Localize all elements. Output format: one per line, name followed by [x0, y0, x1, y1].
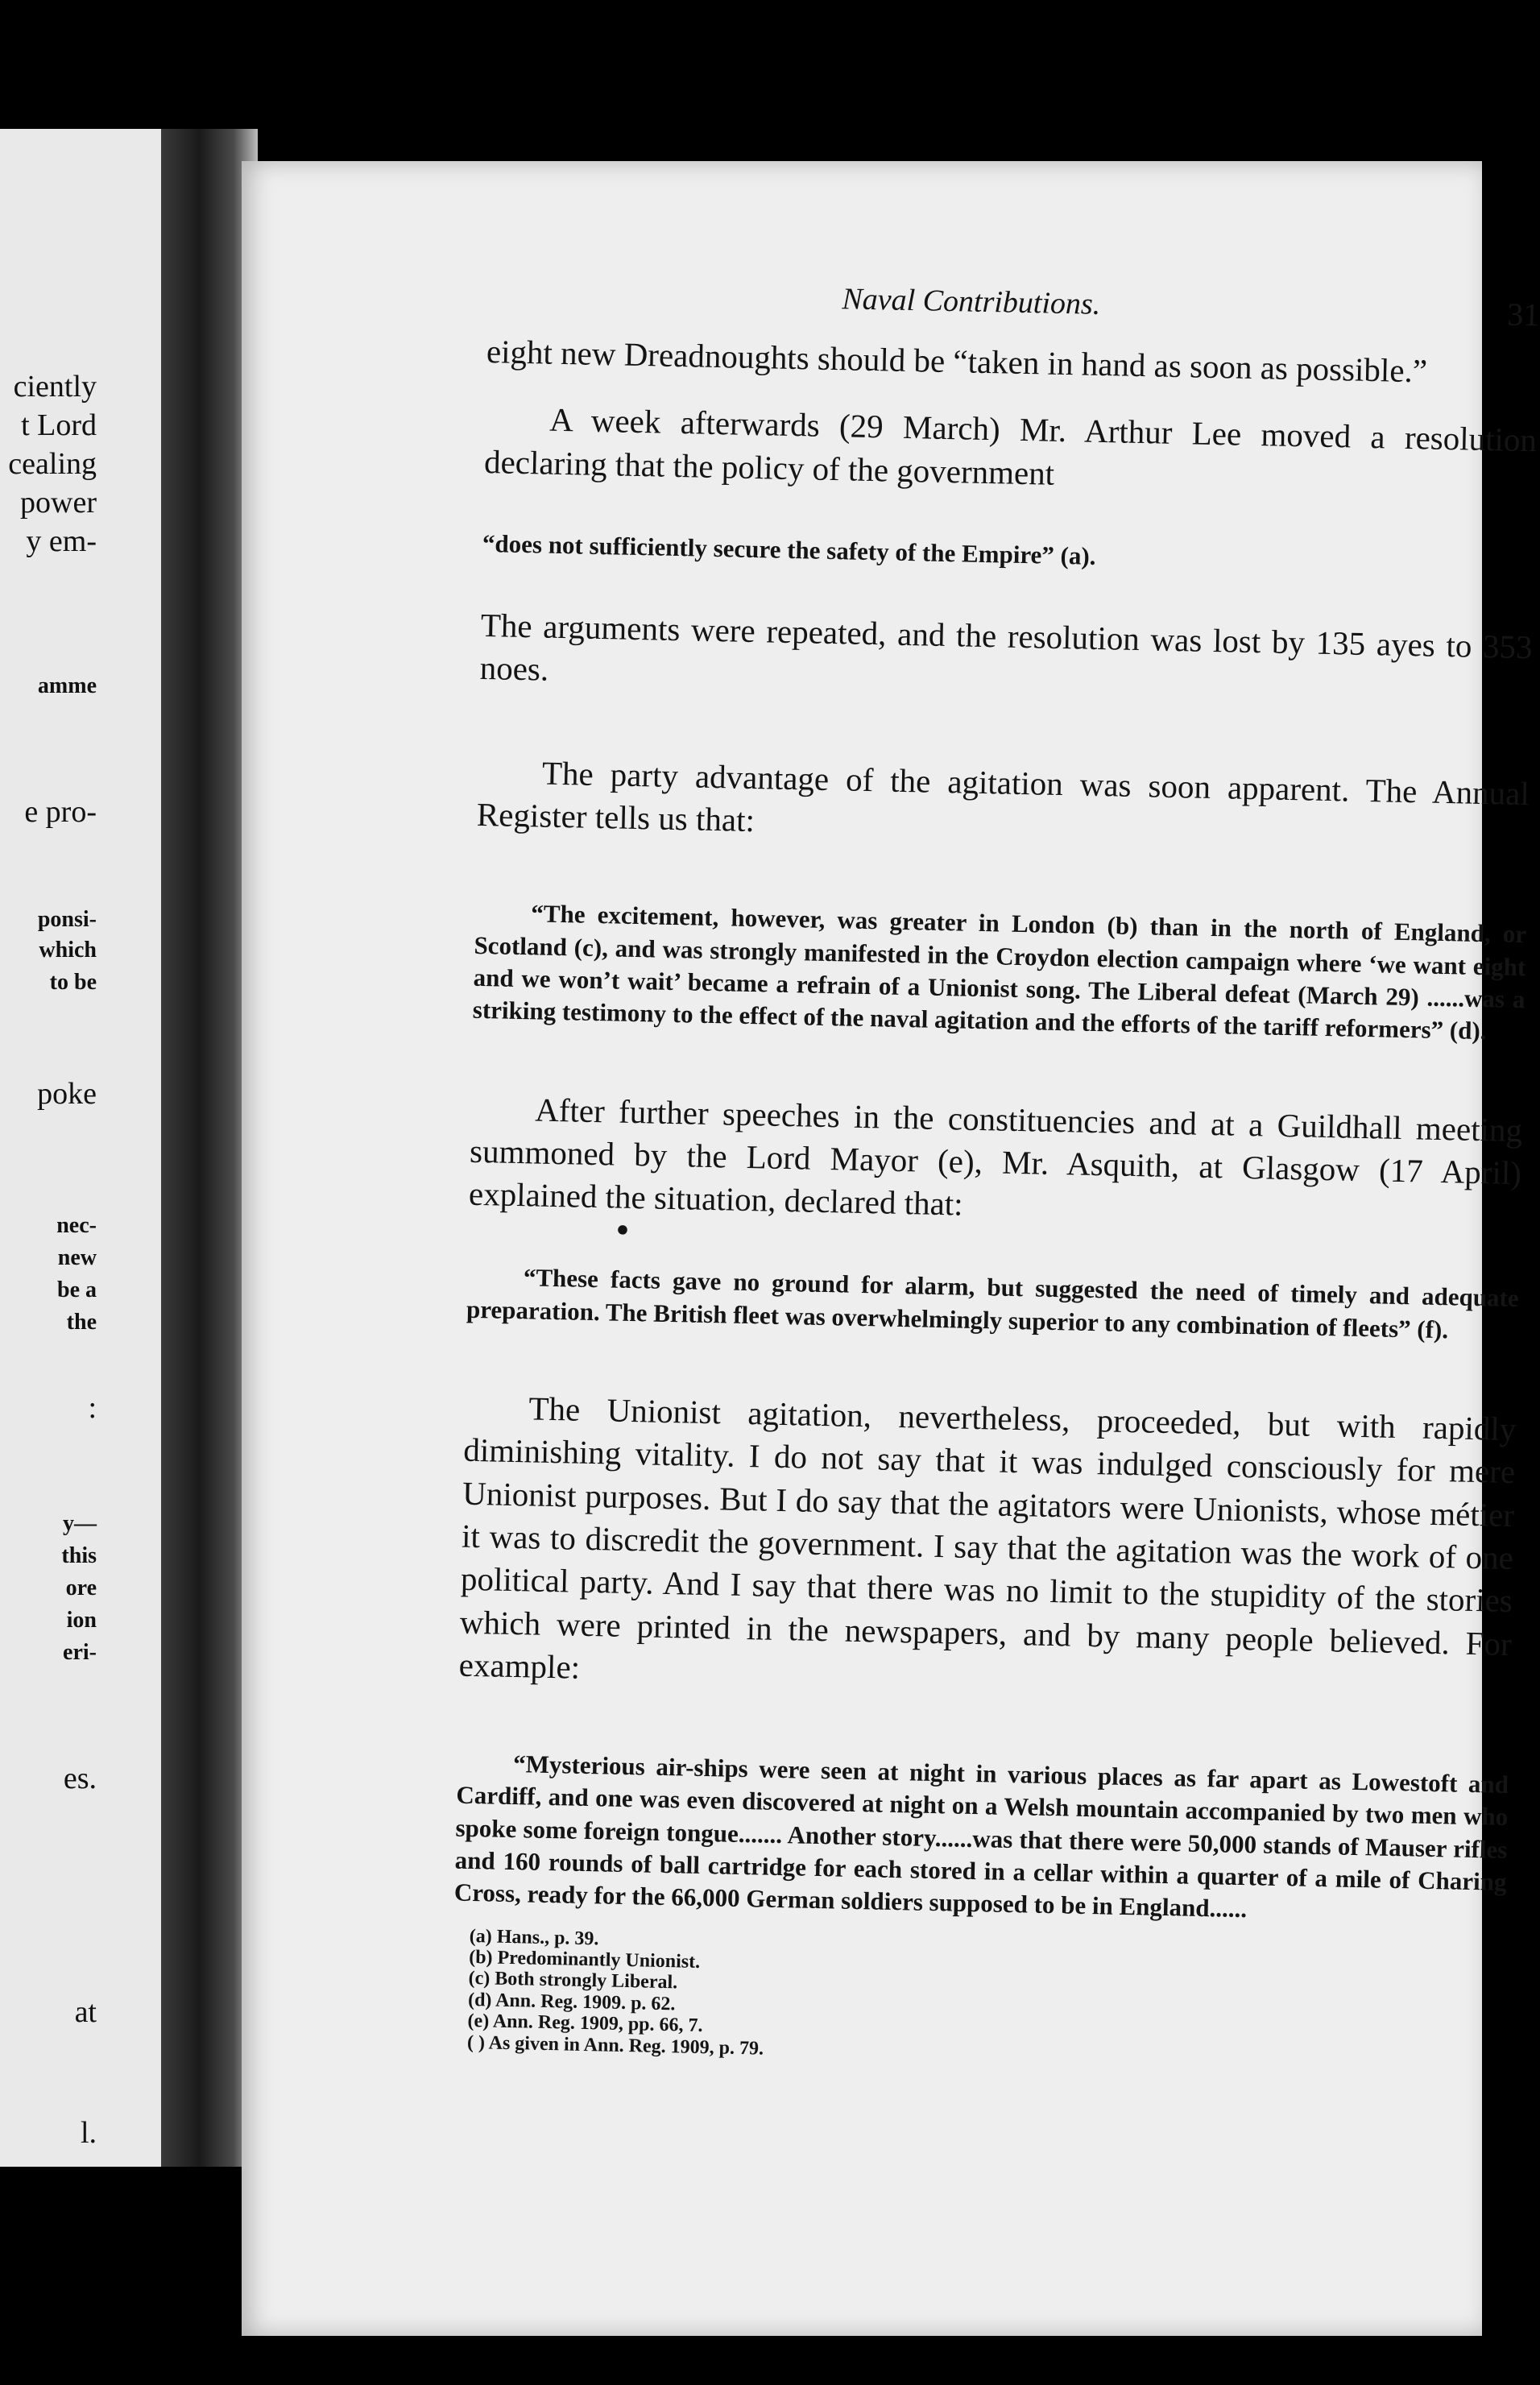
paragraph: After further speeches in the constituencies and at a Guildhall meeting summoned by the Lord Mayor (e), Mr. Asquith, at Glasgow (17 April) explained the situation, declared that: [468, 1091, 1523, 1223]
left-page-fragment: ion [66, 1608, 97, 1633]
left-page-fragment: t Lord [21, 408, 97, 442]
running-head-title: Naval Contributions. [842, 282, 1101, 321]
block-quote: “does not sufficiently secure the safety of the Empire” (a). [482, 528, 1096, 570]
footnotes [451, 1925, 1505, 2075]
page-number: 31 [1506, 296, 1540, 333]
left-page-fragment: nec- [56, 1213, 97, 1238]
left-page-fragment: ciently [13, 370, 97, 404]
left-page-fragment: l. [80, 2116, 97, 2150]
left-page-fragment: new [57, 1245, 97, 1270]
left-page-fragment: to be [49, 970, 97, 995]
left-page-fragment: the [66, 1310, 97, 1335]
left-page-edge [0, 129, 177, 2167]
footnote: (c) Both strongly Liberal. [468, 1968, 678, 1994]
left-page-fragment: ponsi- [37, 907, 97, 932]
left-page-fragment: which [39, 938, 97, 963]
footnote: (b) Predominantly Unionist. [468, 1946, 701, 1973]
footnote: (e) Ann. Reg. 1909, pp. 66, 7. [467, 2010, 703, 2037]
footnote: (d) Ann. Reg. 1909. p. 62. [467, 1989, 676, 2015]
footnote: (a) Hans., p. 39. [469, 1925, 599, 1949]
block-quote: “These facts gave no ground for alarm, but suggested the need of timely and adequate preparation. The British fleet was overwhelmingly superior to any combination of fleets” (f). [466, 1263, 1520, 1344]
left-page-fragment: ore [65, 1576, 97, 1600]
left-page-fragment: be a [57, 1277, 97, 1302]
left-page-fragment: y em- [26, 524, 97, 558]
left-page-fragment: this [61, 1543, 97, 1568]
paragraph: The party advantage of the agitation was soon apparent. The Annual Register tells us that: [476, 754, 1530, 839]
left-page-fragment: es. [63, 1762, 97, 1795]
paragraph: eight new Dreadnoughts should be “taken in hand as soon as possible.” [486, 332, 1428, 390]
left-page-fragment: at [74, 1995, 97, 2029]
left-page-fragment: amme [37, 673, 97, 698]
left-page-fragment: poke [37, 1077, 97, 1111]
block-quote: “Mysterious air-ships were seen at night in various places as far apart as Lowestoft and Cardiff, and one was even discovered at night on a Welsh mountain accompanied by two men who spoke some foreign tongue....... Another story......was that there were 50,000 stands of Mauser rifles and 160 rounds of ball cartridge for each stored in a cellar within a quarter of a mile of Charing Cross, ready for the 66,000 German soldiers supposed to be in England...... [453, 1749, 1509, 1923]
block-quote: “The excitement, however, was greater in London (b) than in the north of England, or Scotland (c), and was strongly manifested in the Croydon election campaign where ‘we want eight and we won’t wait’ became a refrain of a Unionist song. The Liberal defeat (March 29) ......was a striking testimony to the effect of the naval agitation and the efforts of the tariff reformers” (d). [472, 899, 1527, 1046]
paragraph: A week afterwards (29 March) Mr. Arthur Lee moved a resolution declaring that the policy of the government [483, 400, 1538, 492]
stray-mark: • [612, 1212, 633, 1251]
paragraph: The Unionist agitation, nevertheless, proceeded, but with rapidly diminishing vitality. I do not say that it was indulged consciously for mere Unionist purposes. But I do say that the agitators were Unionists, whose métier it was to discredit the government. I say that the agitation was the work of one political party. And I say that there was no limit to the stupidity of the stories which were printed in the newspapers, and by many people believed. For example: [458, 1389, 1517, 1686]
left-page-fragment: : [88, 1391, 97, 1425]
left-page-fragment: e pro- [24, 795, 97, 829]
page-content [451, 274, 1540, 2075]
footnote: ( ) As given in Ann. Reg. 1909, p. 79. [466, 2031, 764, 2060]
left-page-fragment: eri- [63, 1640, 97, 1665]
paragraph: The arguments were repeated, and the resolution was lost by 135 ayes to 353 noes. [479, 607, 1534, 689]
left-page-fragment: y— [63, 1511, 97, 1536]
left-page-fragment: cealing [8, 447, 97, 481]
left-page-fragment: power [20, 486, 97, 520]
book-page [242, 161, 1540, 2336]
